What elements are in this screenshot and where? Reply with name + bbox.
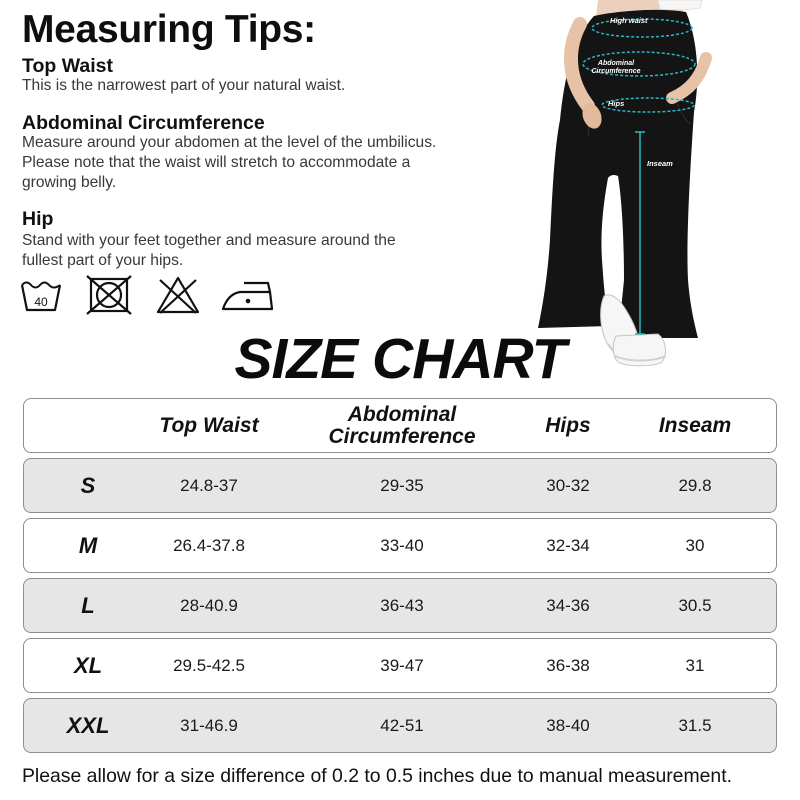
size-chart-title: SIZE CHART (234, 327, 566, 391)
header-cell (635, 399, 755, 452)
hips-value: 32-34 (546, 535, 590, 555)
inseam-value: 30.5 (678, 595, 712, 615)
tip-heading-top-waist: Top Waist (22, 55, 113, 77)
wash-temperature-label: 40 (34, 295, 48, 309)
abdominal-value: 29-35 (380, 475, 424, 495)
tip-text-abdominal-line: growing belly. (22, 174, 117, 191)
hips-value: 36-38 (546, 655, 590, 675)
abdominal-value: 36-43 (380, 595, 424, 615)
top-waist-value: 26.4-37.8 (173, 535, 245, 555)
tip-text-hip-line: Stand with your feet together and measure around the (22, 232, 396, 249)
table-row (23, 458, 777, 513)
size-label: M (78, 532, 98, 558)
table-row (23, 578, 777, 633)
model-photo (520, 0, 720, 372)
header-hips: Hips (545, 413, 591, 437)
inseam-value: 29.8 (678, 475, 712, 495)
hips-value: 38-40 (546, 715, 590, 735)
header-top-waist: Top Waist (159, 413, 259, 437)
table-row (23, 518, 777, 573)
hips-value: 34-36 (546, 595, 590, 615)
size-label: L (81, 592, 95, 618)
iron-handle (244, 283, 270, 292)
top-waist-value: 29.5-42.5 (173, 655, 245, 675)
size-label: S (80, 472, 96, 498)
photo-label-high-waist: High waist (610, 16, 648, 25)
measuring-tips-title: Measuring Tips: (22, 8, 316, 51)
tip-text-abdominal-line: Measure around your abdomen at the level of the umbilicus. (22, 134, 437, 151)
size-chart-header-row (23, 398, 777, 453)
header-inseam: Inseam (658, 413, 732, 437)
do-not-bleach-icon (154, 275, 202, 315)
abdominal-value: 33-40 (380, 535, 424, 555)
photo-label-inseam: Inseam (647, 159, 673, 168)
wash-40-icon (20, 277, 62, 313)
abdominal-value: 42-51 (380, 715, 424, 735)
tip-text-top-waist: This is the narrowest part of your natural waist. (22, 77, 346, 94)
model-crop-top (658, 0, 702, 10)
table-row (23, 698, 777, 753)
size-label: XL (73, 652, 103, 678)
header-cell (292, 399, 512, 452)
inseam-value: 30 (685, 535, 705, 555)
table-row (23, 638, 777, 693)
hips-value: 30-32 (546, 475, 590, 495)
inseam-value: 31 (685, 655, 705, 675)
top-waist-value: 28-40.9 (180, 595, 238, 615)
photo-label-hips: Hips (608, 99, 625, 108)
top-waist-value: 24.8-37 (180, 475, 238, 495)
model-illustration (520, 0, 720, 372)
tip-heading-hip: Hip (22, 208, 54, 230)
wash-water-wave (22, 283, 60, 288)
abdominal-value: 39-47 (380, 655, 424, 675)
iron-low-heat-icon (220, 278, 276, 314)
header-cell (513, 399, 623, 452)
photo-label-abdominal: Abdominal Circumference (591, 60, 641, 75)
top-waist-value: 31-46.9 (180, 715, 238, 735)
size-label: XXL (66, 712, 110, 738)
measurement-disclaimer: Please allow for a size difference of 0.2 to 0.5 inches due to manual measurement. (22, 765, 732, 787)
header-cell (129, 399, 289, 452)
inseam-value: 31.5 (678, 715, 712, 735)
iron-heat-dot (246, 299, 251, 304)
tip-heading-abdominal: Abdominal Circumference (22, 112, 265, 134)
header-abdominal-circumference: Abdominal Circumference (328, 402, 476, 448)
tip-text-abdominal-line: Please note that the waist will stretch to accommodate a (22, 154, 411, 171)
tip-text-hip-line: fullest part of your hips. (22, 252, 184, 269)
do-not-tumble-dry-icon (84, 275, 134, 315)
